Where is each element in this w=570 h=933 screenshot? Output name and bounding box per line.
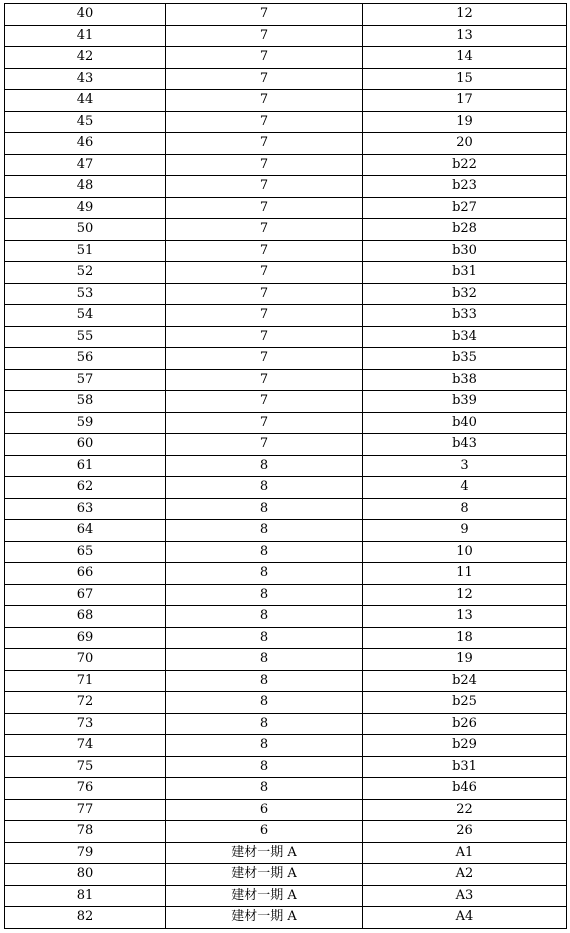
cell-code: b29 bbox=[363, 735, 567, 757]
table-row bbox=[5, 240, 567, 262]
cell-code: 15 bbox=[363, 68, 567, 90]
cell-index: 82 bbox=[5, 907, 166, 929]
table-row bbox=[5, 606, 567, 628]
table-row bbox=[5, 283, 567, 305]
cell-index: 71 bbox=[5, 670, 166, 692]
table-row bbox=[5, 305, 567, 327]
table-row bbox=[5, 197, 567, 219]
cell-code: 19 bbox=[363, 649, 567, 671]
cell-code: A3 bbox=[363, 885, 567, 907]
table-row bbox=[5, 735, 567, 757]
cell-index: 72 bbox=[5, 692, 166, 714]
cell-group: 7 bbox=[166, 305, 363, 327]
cell-code: b33 bbox=[363, 305, 567, 327]
cell-index: 65 bbox=[5, 541, 166, 563]
cell-group: 7 bbox=[166, 68, 363, 90]
cell-group: 8 bbox=[166, 649, 363, 671]
cell-code: b32 bbox=[363, 283, 567, 305]
cell-index: 77 bbox=[5, 799, 166, 821]
table-row bbox=[5, 799, 567, 821]
cell-group: 8 bbox=[166, 735, 363, 757]
cell-code: b39 bbox=[363, 391, 567, 413]
cell-index: 53 bbox=[5, 283, 166, 305]
table-row bbox=[5, 627, 567, 649]
table-row bbox=[5, 692, 567, 714]
cell-code: 13 bbox=[363, 606, 567, 628]
cell-group: 8 bbox=[166, 584, 363, 606]
cell-group: 7 bbox=[166, 326, 363, 348]
table-row bbox=[5, 584, 567, 606]
cell-index: 73 bbox=[5, 713, 166, 735]
cell-index: 44 bbox=[5, 90, 166, 112]
table-row bbox=[5, 154, 567, 176]
cell-code: A1 bbox=[363, 842, 567, 864]
cell-code: b40 bbox=[363, 412, 567, 434]
cell-code: b46 bbox=[363, 778, 567, 800]
cell-group: 7 bbox=[166, 133, 363, 155]
cell-group: 8 bbox=[166, 455, 363, 477]
table-row bbox=[5, 541, 567, 563]
cell-group: 8 bbox=[166, 477, 363, 499]
cell-code: 4 bbox=[363, 477, 567, 499]
table-row bbox=[5, 842, 567, 864]
cell-index: 78 bbox=[5, 821, 166, 843]
cell-code: b35 bbox=[363, 348, 567, 370]
cell-group: 建材一期 A bbox=[166, 907, 363, 929]
cell-code: b25 bbox=[363, 692, 567, 714]
cell-code: b26 bbox=[363, 713, 567, 735]
cell-index: 63 bbox=[5, 498, 166, 520]
cell-index: 46 bbox=[5, 133, 166, 155]
table-body bbox=[5, 4, 567, 929]
cell-group: 7 bbox=[166, 90, 363, 112]
cell-group: 建材一期 A bbox=[166, 842, 363, 864]
table-row bbox=[5, 455, 567, 477]
cell-index: 74 bbox=[5, 735, 166, 757]
cell-code: 12 bbox=[363, 584, 567, 606]
cell-group: 7 bbox=[166, 240, 363, 262]
table-row bbox=[5, 713, 567, 735]
table-row bbox=[5, 649, 567, 671]
cell-group: 7 bbox=[166, 154, 363, 176]
cell-index: 47 bbox=[5, 154, 166, 176]
cell-index: 48 bbox=[5, 176, 166, 198]
table-row bbox=[5, 348, 567, 370]
cell-index: 56 bbox=[5, 348, 166, 370]
cell-group: 7 bbox=[166, 25, 363, 47]
cell-group: 7 bbox=[166, 219, 363, 241]
cell-group: 7 bbox=[166, 412, 363, 434]
cell-index: 54 bbox=[5, 305, 166, 327]
cell-code: 10 bbox=[363, 541, 567, 563]
cell-group: 8 bbox=[166, 756, 363, 778]
cell-code: b27 bbox=[363, 197, 567, 219]
cell-index: 79 bbox=[5, 842, 166, 864]
cell-code: 26 bbox=[363, 821, 567, 843]
cell-index: 64 bbox=[5, 520, 166, 542]
cell-code: 8 bbox=[363, 498, 567, 520]
cell-group: 8 bbox=[166, 563, 363, 585]
cell-group: 6 bbox=[166, 821, 363, 843]
cell-index: 52 bbox=[5, 262, 166, 284]
table-row bbox=[5, 563, 567, 585]
table-row bbox=[5, 885, 567, 907]
cell-code: A2 bbox=[363, 864, 567, 886]
cell-code: 12 bbox=[363, 4, 567, 26]
cell-index: 60 bbox=[5, 434, 166, 456]
table-row bbox=[5, 4, 567, 26]
table-row bbox=[5, 133, 567, 155]
cell-index: 66 bbox=[5, 563, 166, 585]
cell-group: 7 bbox=[166, 4, 363, 26]
cell-index: 42 bbox=[5, 47, 166, 69]
cell-index: 80 bbox=[5, 864, 166, 886]
cell-group: 7 bbox=[166, 283, 363, 305]
cell-code: 9 bbox=[363, 520, 567, 542]
table-row bbox=[5, 47, 567, 69]
cell-index: 51 bbox=[5, 240, 166, 262]
cell-index: 40 bbox=[5, 4, 166, 26]
cell-group: 8 bbox=[166, 778, 363, 800]
table-row bbox=[5, 520, 567, 542]
table-row bbox=[5, 176, 567, 198]
cell-index: 61 bbox=[5, 455, 166, 477]
table-row bbox=[5, 477, 567, 499]
cell-index: 50 bbox=[5, 219, 166, 241]
cell-code: 17 bbox=[363, 90, 567, 112]
cell-group: 6 bbox=[166, 799, 363, 821]
cell-code: b23 bbox=[363, 176, 567, 198]
cell-group: 8 bbox=[166, 606, 363, 628]
cell-group: 7 bbox=[166, 434, 363, 456]
cell-code: b38 bbox=[363, 369, 567, 391]
cell-index: 81 bbox=[5, 885, 166, 907]
cell-code: b31 bbox=[363, 756, 567, 778]
cell-group: 7 bbox=[166, 348, 363, 370]
cell-code: b34 bbox=[363, 326, 567, 348]
cell-code: b43 bbox=[363, 434, 567, 456]
cell-code: 13 bbox=[363, 25, 567, 47]
cell-group: 7 bbox=[166, 262, 363, 284]
table-row bbox=[5, 219, 567, 241]
cell-index: 49 bbox=[5, 197, 166, 219]
cell-group: 8 bbox=[166, 627, 363, 649]
cell-group: 建材一期 A bbox=[166, 885, 363, 907]
cell-code: 19 bbox=[363, 111, 567, 133]
cell-code: b22 bbox=[363, 154, 567, 176]
table-row bbox=[5, 498, 567, 520]
table-row bbox=[5, 434, 567, 456]
cell-code: A4 bbox=[363, 907, 567, 929]
cell-code: b30 bbox=[363, 240, 567, 262]
cell-index: 45 bbox=[5, 111, 166, 133]
cell-group: 建材一期 A bbox=[166, 864, 363, 886]
cell-index: 69 bbox=[5, 627, 166, 649]
cell-index: 75 bbox=[5, 756, 166, 778]
cell-index: 67 bbox=[5, 584, 166, 606]
cell-group: 7 bbox=[166, 111, 363, 133]
cell-group: 7 bbox=[166, 176, 363, 198]
cell-code: b28 bbox=[363, 219, 567, 241]
table-row bbox=[5, 111, 567, 133]
table-row bbox=[5, 907, 567, 929]
data-table bbox=[4, 3, 567, 929]
table-row bbox=[5, 25, 567, 47]
cell-code: 14 bbox=[363, 47, 567, 69]
cell-code: 20 bbox=[363, 133, 567, 155]
cell-index: 57 bbox=[5, 369, 166, 391]
cell-index: 68 bbox=[5, 606, 166, 628]
cell-code: 18 bbox=[363, 627, 567, 649]
cell-index: 43 bbox=[5, 68, 166, 90]
table-row bbox=[5, 326, 567, 348]
table-row bbox=[5, 369, 567, 391]
table-row bbox=[5, 262, 567, 284]
cell-group: 8 bbox=[166, 692, 363, 714]
cell-index: 58 bbox=[5, 391, 166, 413]
cell-code: 22 bbox=[363, 799, 567, 821]
cell-index: 70 bbox=[5, 649, 166, 671]
cell-group: 8 bbox=[166, 713, 363, 735]
cell-group: 7 bbox=[166, 391, 363, 413]
cell-code: 3 bbox=[363, 455, 567, 477]
cell-index: 55 bbox=[5, 326, 166, 348]
table-row bbox=[5, 391, 567, 413]
cell-group: 7 bbox=[166, 369, 363, 391]
table-row bbox=[5, 68, 567, 90]
cell-code: b31 bbox=[363, 262, 567, 284]
cell-index: 76 bbox=[5, 778, 166, 800]
cell-group: 8 bbox=[166, 670, 363, 692]
cell-group: 8 bbox=[166, 498, 363, 520]
cell-code: b24 bbox=[363, 670, 567, 692]
table-row bbox=[5, 670, 567, 692]
cell-group: 8 bbox=[166, 520, 363, 542]
cell-index: 59 bbox=[5, 412, 166, 434]
table-row bbox=[5, 756, 567, 778]
table-row bbox=[5, 778, 567, 800]
table-row bbox=[5, 864, 567, 886]
cell-group: 7 bbox=[166, 47, 363, 69]
table-row bbox=[5, 90, 567, 112]
table-row bbox=[5, 821, 567, 843]
cell-group: 8 bbox=[166, 541, 363, 563]
cell-group: 7 bbox=[166, 197, 363, 219]
table-row bbox=[5, 412, 567, 434]
cell-index: 41 bbox=[5, 25, 166, 47]
cell-code: 11 bbox=[363, 563, 567, 585]
cell-index: 62 bbox=[5, 477, 166, 499]
